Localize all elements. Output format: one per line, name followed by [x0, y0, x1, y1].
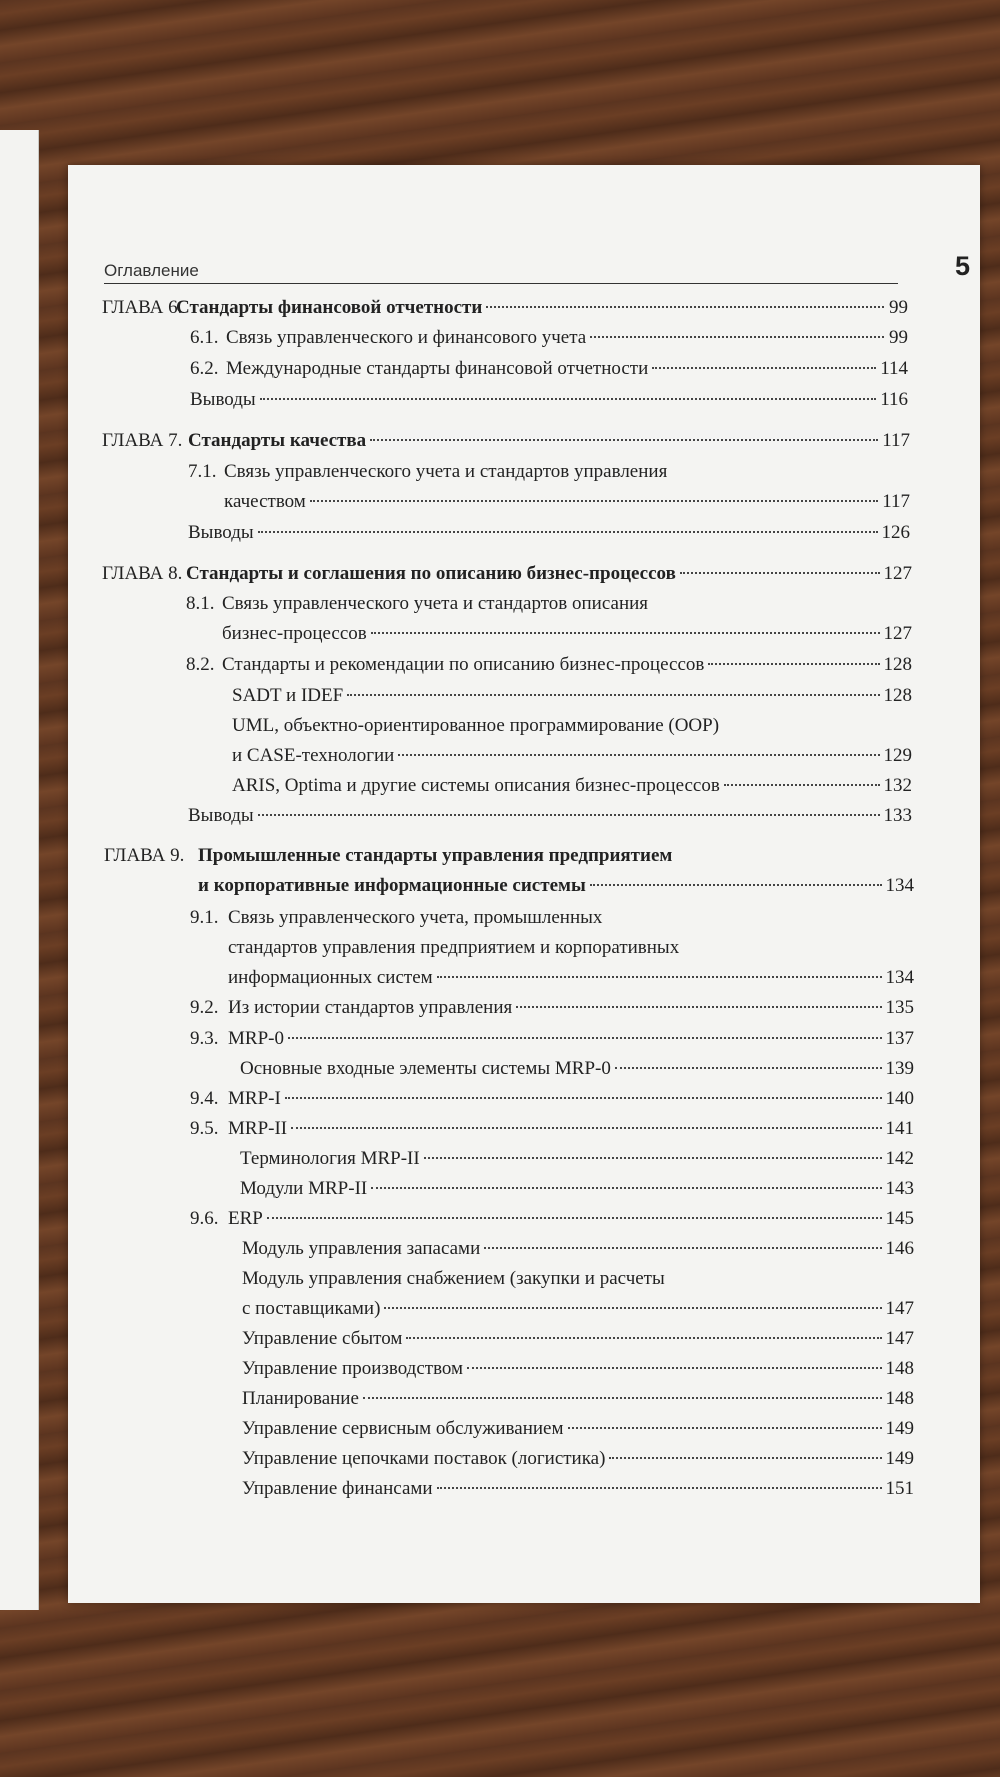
toc-entry — [190, 993, 914, 1023]
toc-entry — [240, 1144, 914, 1174]
dot-leader — [406, 1337, 881, 1339]
dot-leader — [652, 367, 876, 369]
page-ref: 143 — [885, 1178, 914, 1199]
dot-leader — [285, 1097, 882, 1099]
dot-leader — [680, 572, 880, 574]
entry-title: Международные стандарты финансовой отчетности — [226, 358, 649, 379]
toc-chapter-entry — [102, 293, 908, 323]
entry-title: качеством — [224, 491, 306, 512]
book-page — [68, 165, 980, 1603]
page-ref: 99 — [889, 327, 908, 348]
entry-title: Выводы — [188, 805, 254, 826]
section-number: 8.2. — [186, 654, 215, 675]
page-ref: 128 — [883, 685, 912, 706]
dot-leader — [260, 398, 877, 400]
chapter-title: Стандарты финансовой отчетности — [176, 297, 483, 318]
page-ref: 117 — [882, 430, 910, 451]
previous-page-edge — [0, 130, 39, 1610]
toc-entry — [190, 1204, 914, 1234]
section-number: 7.1. — [188, 461, 217, 482]
toc-entry — [190, 1084, 914, 1114]
page-ref: 126 — [881, 522, 910, 543]
toc-entry — [242, 1264, 914, 1324]
entry-title: стандартов управления предприятием и корпоративных — [228, 937, 680, 958]
entry-title: ARIS, Optima и другие системы описания бизнес-процессов — [232, 775, 720, 796]
page-ref: 148 — [885, 1358, 914, 1379]
entry-title: Терминология MRP-II — [240, 1148, 420, 1169]
toc-entry — [242, 1324, 914, 1354]
page-ref: 117 — [882, 491, 910, 512]
page-ref: 139 — [885, 1058, 914, 1079]
entry-title: Из истории стандартов управления — [228, 997, 513, 1018]
dot-leader — [437, 1487, 882, 1489]
section-number: 9.1. — [190, 907, 219, 928]
toc-entry — [242, 1354, 914, 1384]
section-number: 9.5. — [190, 1118, 219, 1139]
page-ref: 127 — [883, 563, 912, 584]
header-title: Оглавление — [104, 261, 199, 280]
toc-entry — [242, 1414, 914, 1444]
section-number: 9.3. — [190, 1028, 219, 1049]
chapter-title: Стандарты качества — [188, 430, 367, 451]
entry-title: Модули MRP-II — [240, 1178, 368, 1199]
dot-leader — [590, 336, 884, 338]
toc-entry — [188, 457, 910, 517]
section-number: 6.2. — [190, 358, 219, 379]
toc-entry — [232, 771, 912, 801]
page-ref: 99 — [889, 297, 908, 318]
page-ref: 149 — [885, 1418, 914, 1439]
page-ref: 129 — [883, 745, 912, 766]
entry-title: Связь управленческого учета, промышленных — [228, 907, 603, 928]
dot-leader — [724, 784, 880, 786]
dot-leader — [371, 1187, 881, 1189]
toc-entry — [186, 589, 912, 649]
dot-leader — [486, 306, 884, 308]
running-header — [104, 253, 970, 291]
chapter-title: Промышленные стандарты управления предприятием — [198, 845, 673, 866]
toc-entry — [188, 801, 912, 831]
toc-entry — [190, 903, 914, 993]
entry-title: и CASE-технологии — [232, 745, 395, 766]
page-ref: 132 — [883, 775, 912, 796]
toc-entry — [242, 1474, 914, 1504]
dot-leader — [258, 814, 880, 816]
page-ref: 116 — [880, 389, 908, 410]
dot-leader — [347, 694, 879, 696]
entry-title: MRP-0 — [228, 1028, 284, 1049]
dot-leader — [310, 500, 878, 502]
toc-entry — [232, 711, 912, 771]
dot-leader — [398, 754, 879, 756]
section-number: 8.1. — [186, 593, 215, 614]
toc-entry — [240, 1054, 914, 1084]
dot-leader — [708, 663, 879, 665]
dot-leader — [484, 1247, 881, 1249]
toc-chapter-entry — [102, 559, 912, 589]
section-number: 9.6. — [190, 1208, 219, 1229]
page-ref: 151 — [885, 1478, 914, 1499]
dot-leader — [384, 1307, 881, 1309]
toc-chapter-entry — [104, 841, 914, 901]
page-ref: 149 — [885, 1448, 914, 1469]
toc-entry — [190, 1114, 914, 1144]
page-ref: 137 — [885, 1028, 914, 1049]
entry-title: Выводы — [190, 389, 256, 410]
dot-leader — [267, 1217, 882, 1219]
section-number: 9.2. — [190, 997, 219, 1018]
dot-leader — [371, 632, 880, 634]
chapter-label: ГЛАВА 8. — [102, 563, 183, 584]
toc-entry — [190, 323, 908, 353]
entry-title: Выводы — [188, 522, 254, 543]
dot-leader — [258, 531, 878, 533]
header-rule — [104, 283, 898, 284]
section-number: 9.4. — [190, 1088, 219, 1109]
entry-title: Связь управленческого учета и стандартов управления — [224, 461, 668, 482]
entry-title: Основные входные элементы системы MRP-0 — [240, 1058, 611, 1079]
page-ref: 128 — [883, 654, 912, 675]
dot-leader — [615, 1067, 882, 1069]
section-number: 6.1. — [190, 327, 219, 348]
entry-title: Управление цепочками поставок (логистика) — [242, 1448, 606, 1469]
dot-leader — [424, 1157, 882, 1159]
toc-entry — [240, 1174, 914, 1204]
page-ref: 147 — [885, 1328, 914, 1349]
page-ref: 142 — [885, 1148, 914, 1169]
toc-entry — [188, 518, 910, 548]
chapter-title: и корпоративные информационные системы — [198, 875, 586, 896]
chapter-label: ГЛАВА 9. — [104, 845, 185, 866]
toc-entry — [242, 1234, 914, 1264]
entry-title: Модуль управления снабжением (закупки и расчеты — [242, 1268, 665, 1289]
page-ref: 133 — [883, 805, 912, 826]
entry-title: Управление производством — [242, 1358, 464, 1379]
chapter-label: ГЛАВА 7. — [102, 430, 183, 451]
toc-chapter-entry — [102, 426, 910, 456]
entry-title: SADT и IDEF — [232, 685, 344, 706]
page-ref: 114 — [880, 358, 908, 379]
entry-title: Управление финансами — [242, 1478, 433, 1499]
dot-leader — [467, 1367, 881, 1369]
entry-title: Управление сервисным обслуживанием — [242, 1418, 564, 1439]
dot-leader — [288, 1037, 882, 1039]
entry-title: MRP-II — [228, 1118, 288, 1139]
page-ref: 141 — [885, 1118, 914, 1139]
dot-leader — [291, 1127, 881, 1129]
page-number: 5 — [954, 251, 970, 281]
chapter-label: ГЛАВА 6. — [102, 297, 183, 318]
toc-entry — [190, 1024, 914, 1054]
entry-title: Стандарты и рекомендации по описанию бизнес-процессов — [222, 654, 705, 675]
dot-leader — [609, 1457, 881, 1459]
dot-leader — [568, 1427, 882, 1429]
entry-title: Планирование — [242, 1388, 359, 1409]
entry-title: ERP — [228, 1208, 263, 1229]
dot-leader — [363, 1397, 882, 1399]
entry-title: бизнес-процессов — [222, 623, 367, 644]
toc-entry — [186, 650, 912, 680]
dot-leader — [516, 1006, 881, 1008]
toc-entry — [242, 1444, 914, 1474]
entry-title: информационных систем — [228, 967, 433, 988]
page-ref: 134 — [885, 967, 914, 988]
toc-entry — [190, 385, 908, 415]
page-ref: 135 — [885, 997, 914, 1018]
toc-entry — [190, 354, 908, 384]
entry-title: UML, объектно-ориентированное программирование (ООР) — [232, 715, 720, 736]
dot-leader — [437, 976, 882, 978]
page-ref: 145 — [885, 1208, 914, 1229]
entry-title: Модуль управления запасами — [242, 1238, 481, 1259]
dot-leader — [370, 439, 878, 441]
dot-leader — [590, 884, 882, 886]
page-ref: 148 — [885, 1388, 914, 1409]
page-ref: 134 — [885, 875, 914, 896]
page-ref: 140 — [885, 1088, 914, 1109]
toc-entry — [232, 681, 912, 711]
page-ref: 127 — [883, 623, 912, 644]
toc-entry — [242, 1384, 914, 1414]
chapter-title: Стандарты и соглашения по описанию бизнес-процессов — [186, 563, 676, 584]
entry-title: Связь управленческого учета и стандартов описания — [222, 593, 649, 614]
entry-title: Связь управленческого и финансового учета — [226, 327, 587, 348]
page-ref: 147 — [885, 1298, 914, 1319]
entry-title: Управление сбытом — [242, 1328, 403, 1349]
entry-title: MRP-I — [228, 1088, 281, 1109]
entry-title: с поставщиками) — [242, 1298, 381, 1319]
page-ref: 146 — [885, 1238, 914, 1259]
